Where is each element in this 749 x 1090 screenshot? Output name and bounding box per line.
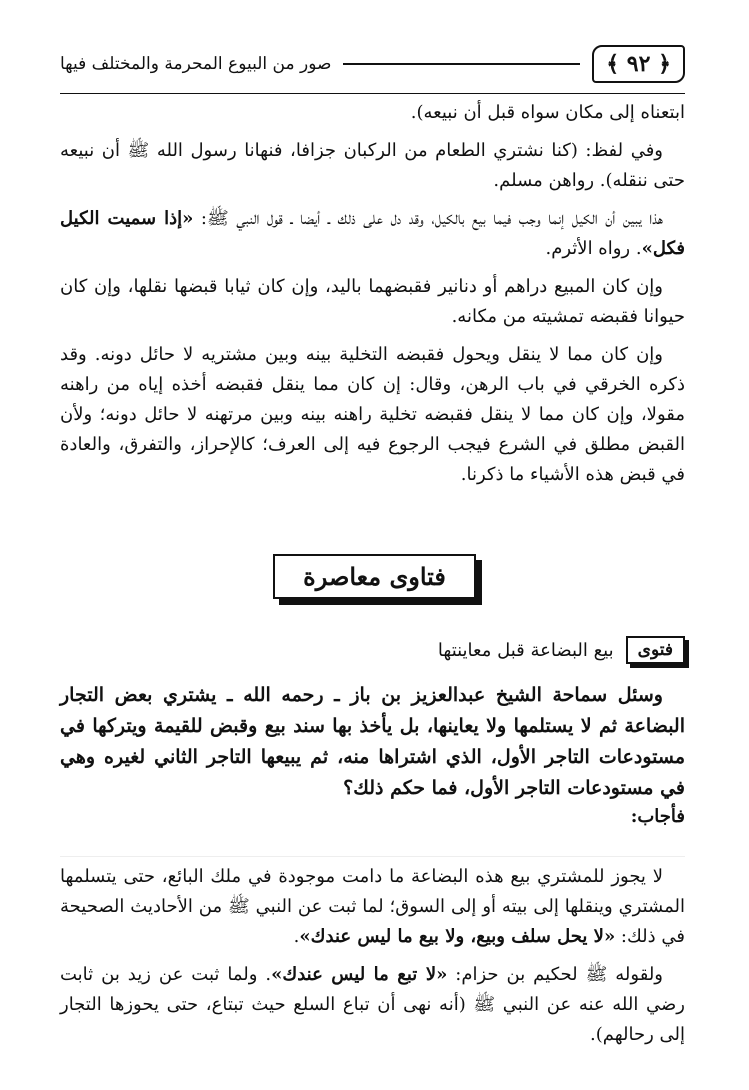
- answer-1-text-a: لا يجوز للمشتري بيع هذه البضاعة ما دامت موجودة في ملك البائع، حتى يتسلمها المشتري وينقلها إلى بيته أو إلى السوق؛ لما ثبت عن النبي ﷺ من الأحاديث الصحيحة في ذلك:: [60, 866, 685, 947]
- paragraph-5: وإن كان مما لا ينقل ويحول فقبضه التخلية بينه وبين مشتريه لا حائل دونه. وقد ذكره الخرقي في باب الرهن، وقال: إن كان مما ينقل فقبضه أخذه إياه من راهنه مقولا، وإن كان مما لا ينقل فقبضه تخلية راهنه بينه وبين مرتهنه لا حائل دونه؛ ولأن القبض مطلق في الشرع فيجب الرجوع فيه إلى العرف؛ كالإحراز، والتفرق، والعادة في قبض هذه الأشياء ما ذكرنا.: [60, 344, 685, 485]
- paragraph-3-text-c: . رواه الأثرم.: [545, 238, 642, 259]
- paragraph-3: [60, 204, 685, 264]
- hadith-quote-3: «لا تبع ما ليس عندك»: [271, 964, 448, 985]
- answer-paragraph-2: [60, 960, 685, 1050]
- page-number: ﴿ ٩٢ ﴾: [592, 45, 685, 83]
- hadith-quote-1: «إذا سميت الكيل فكل»: [60, 208, 685, 259]
- fatwa-title: بيع البضاعة قبل معاينتها: [437, 639, 614, 661]
- fatwa-heading: [60, 636, 685, 664]
- hadith-quote-2: «لا يحل سلف وبيع، ولا بيع ما ليس عندك»: [299, 926, 616, 947]
- page-header: [60, 40, 685, 88]
- paragraph-4: وإن كان المبيع دراهم أو دنانير فقبضهما باليد، وإن كان ثيابا قبضها نقلها، وإن كان حيوانا فقبضه تمشيته من مكانه.: [60, 276, 685, 327]
- paragraph-2: وفي لفظ: (كنا نشتري الطعام من الركبان جزافا، فنهانا رسول الله ﷺ أن نبيعه حتى ننقله). رواهن مسلم.: [60, 140, 685, 191]
- answer-label: فأجاب:: [630, 806, 685, 827]
- main-body: [60, 98, 685, 498]
- paragraph-3-text-a: هذا يبين أن الكيل إنما وجب فيما بيع بالكيل، وقد دل على ذلك ـ أيضا ـ قول النبي ﷺ:: [193, 208, 663, 229]
- answer-paragraph-1: [60, 862, 685, 952]
- header-divider: [60, 93, 685, 94]
- fatwa-label-box: فتوى: [626, 636, 685, 664]
- section-heading-wrap: [0, 554, 749, 599]
- running-title: صور من البيوع المحرمة والمختلف فيها: [60, 54, 332, 74]
- paragraph-1: ابتعناه إلى مكان سواه قبل أن نبيعه).: [410, 102, 685, 123]
- section-heading: فتاوى معاصرة: [273, 554, 476, 599]
- answer-2-text-c: . ولما ثبت عن زيد بن ثابت رضي الله عنه عن النبي ﷺ (أنه نهى أن تباع السلع حيث تبتاع، حتى يحوزها التجار إلى رحالهم).: [60, 964, 685, 1045]
- answer-2-text-a: ولقوله ﷺ لحكيم بن حزام:: [447, 964, 663, 985]
- header-decorative-line: [343, 63, 580, 65]
- answer-1-text-c: .: [293, 926, 300, 947]
- answer-separator: [60, 856, 685, 857]
- fatwa-answer: [60, 862, 685, 1058]
- fatwa-question: وسئل سماحة الشيخ عبدالعزيز بن باز ـ رحمه الله ـ يشتري بعض التجار البضاعة ثم لا يستلمها ولا يعاينها، بل يأخذ بها سند بيع وقبض للقيمة ويتركها في مستودعات التاجر الأول، الذي اشتراها منه، ثم يبيعها التاجر الثاني لغيره وهي في مستودعات التاجر الأول، فما حكم ذلك؟: [60, 684, 685, 799]
